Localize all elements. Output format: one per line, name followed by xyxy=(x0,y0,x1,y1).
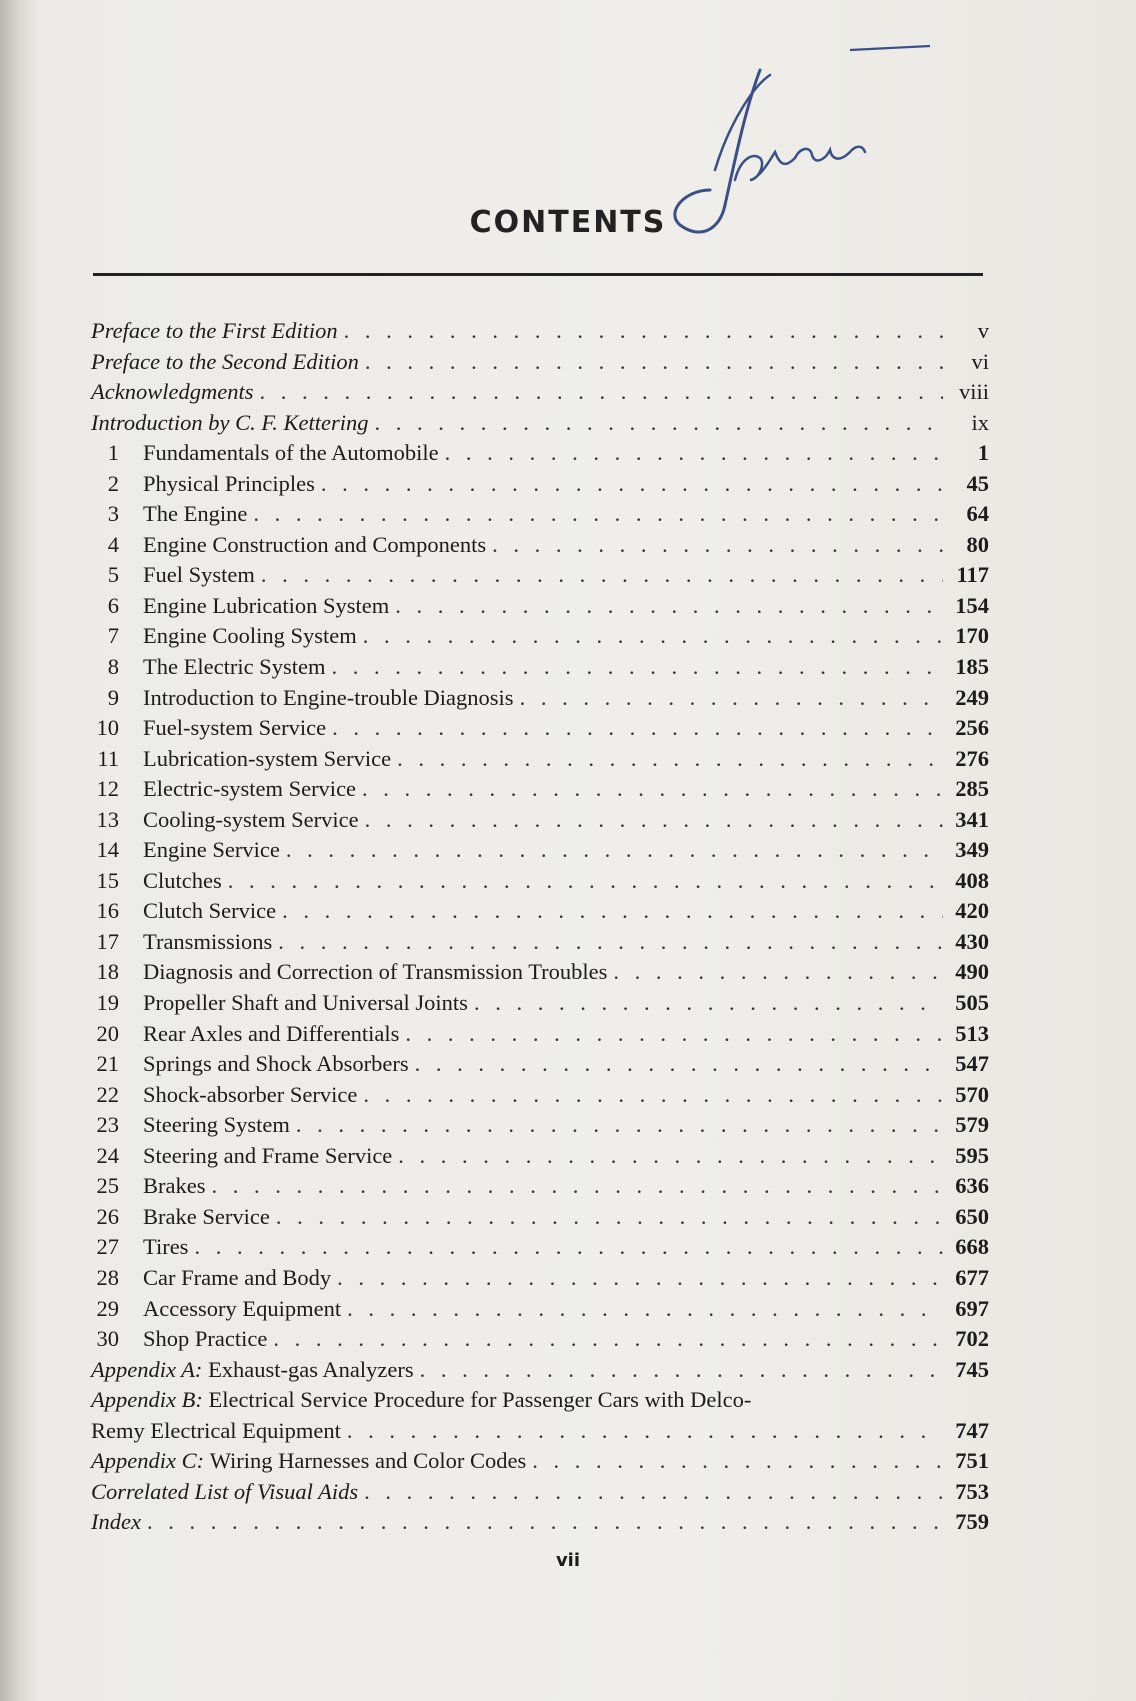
page-title: CONTENTS xyxy=(469,205,667,240)
dot-leader xyxy=(474,988,943,1019)
entry-title: Fundamentals of the Automobile xyxy=(143,440,439,466)
dot-leader xyxy=(276,1202,943,1233)
entry-title: Clutch Service xyxy=(143,898,277,924)
toc-entry-chapter[interactable] xyxy=(91,1049,989,1080)
entry-page: 341 xyxy=(955,806,989,832)
toc-entry-chapter[interactable] xyxy=(91,499,989,530)
entry-page: 80 xyxy=(966,531,989,557)
entry-title: Springs and Shock Absorbers xyxy=(143,1051,409,1077)
entry-page: 285 xyxy=(955,776,989,802)
entry-title: Physical Principles xyxy=(143,470,315,496)
toc-entry-chapter[interactable] xyxy=(91,1202,989,1233)
toc-entry-chapter[interactable] xyxy=(91,1141,989,1172)
entry-page: 64 xyxy=(966,501,989,527)
dot-leader xyxy=(253,499,943,530)
dot-leader xyxy=(228,866,943,897)
toc-entry-chapter[interactable] xyxy=(91,469,989,500)
entry-title: Engine Construction and Components xyxy=(143,531,487,557)
entry-page: 595 xyxy=(955,1142,989,1168)
chapter-number: 4 xyxy=(107,531,119,557)
entry-page: 420 xyxy=(955,898,989,924)
toc-entry-index[interactable] xyxy=(91,1507,989,1538)
dot-leader xyxy=(613,957,943,988)
entry-title: Propeller Shaft and Universal Joints xyxy=(143,990,468,1016)
chapter-number: 10 xyxy=(96,715,119,741)
chapter-number: 12 xyxy=(96,776,119,802)
appendix-label: Appendix B: xyxy=(91,1387,203,1413)
toc-entry-introduction[interactable] xyxy=(91,408,989,439)
chapter-number: 20 xyxy=(96,1020,119,1046)
dot-leader xyxy=(520,683,943,714)
chapter-list xyxy=(91,438,989,1354)
chapter-number: 28 xyxy=(96,1264,119,1290)
entry-page: 579 xyxy=(955,1112,989,1138)
entry-page: 513 xyxy=(955,1020,989,1046)
entry-title: Preface to the Second Edition xyxy=(91,348,359,374)
dot-leader xyxy=(405,1019,943,1050)
entry-title: Diagnosis and Correction of Transmission Troubles xyxy=(143,959,608,985)
chapter-number: 27 xyxy=(96,1234,119,1260)
chapter-number: 6 xyxy=(107,592,119,618)
chapter-number: 19 xyxy=(96,990,119,1016)
entry-title: Introduction by C. F. Kettering xyxy=(91,409,369,435)
entry-page: 170 xyxy=(955,623,989,649)
chapter-number: 16 xyxy=(96,898,119,924)
dot-leader xyxy=(147,1507,943,1538)
toc-entry-preface-first[interactable] xyxy=(91,316,989,347)
dot-leader xyxy=(397,744,943,775)
toc-entry-acknowledgments[interactable] xyxy=(91,377,989,408)
entry-page: 759 xyxy=(955,1509,989,1535)
entry-page: 249 xyxy=(955,684,989,710)
dot-leader xyxy=(363,1080,943,1111)
chapter-number: 26 xyxy=(96,1203,119,1229)
toc-entry-chapter[interactable] xyxy=(91,957,989,988)
entry-title: Engine Lubrication System xyxy=(143,592,390,618)
chapter-number: 8 xyxy=(107,654,119,680)
entry-page: 702 xyxy=(955,1326,989,1352)
entry-page: 745 xyxy=(955,1356,989,1382)
entry-page: 490 xyxy=(955,959,989,985)
toc-entry-chapter[interactable] xyxy=(91,896,989,927)
entry-title: Acknowledgments xyxy=(91,379,254,405)
entry-title: Clutches xyxy=(143,867,222,893)
dot-leader xyxy=(282,896,943,927)
entry-page: 256 xyxy=(955,715,989,741)
chapter-number: 1 xyxy=(107,440,119,466)
entry-title: The Engine xyxy=(143,501,248,527)
entry-title: Cooling-system Service xyxy=(143,806,359,832)
chapter-number: 9 xyxy=(107,684,119,710)
entry-title: The Electric System xyxy=(143,654,326,680)
entry-page: 276 xyxy=(955,745,989,771)
dot-leader xyxy=(273,1324,943,1355)
toc-entry-chapter[interactable] xyxy=(91,591,989,622)
toc-entry-chapter[interactable] xyxy=(91,1080,989,1111)
toc-entry-visual-aids[interactable] xyxy=(91,1477,989,1508)
chapter-number: 5 xyxy=(107,562,119,588)
toc-entry-chapter[interactable] xyxy=(91,1232,989,1263)
dot-leader xyxy=(420,1355,943,1386)
entry-page: v xyxy=(977,318,989,343)
toc-entry-chapter[interactable] xyxy=(91,744,989,775)
dot-leader xyxy=(211,1171,943,1202)
entry-page: 349 xyxy=(955,837,989,863)
chapter-number: 15 xyxy=(96,867,119,893)
toc-entry-chapter[interactable] xyxy=(91,1019,989,1050)
dot-leader xyxy=(347,1294,943,1325)
dot-leader xyxy=(261,560,943,591)
dot-leader xyxy=(395,591,943,622)
entry-page: 570 xyxy=(955,1081,989,1107)
entry-title: Brakes xyxy=(143,1173,206,1199)
dot-leader xyxy=(347,1416,943,1447)
chapter-number: 29 xyxy=(96,1295,119,1321)
toc-entry-chapter[interactable] xyxy=(91,988,989,1019)
entry-page: 185 xyxy=(955,654,989,680)
chapter-number: 11 xyxy=(97,745,119,771)
title-rule xyxy=(93,273,983,276)
toc-entry-chapter[interactable] xyxy=(91,1263,989,1294)
entry-page: 154 xyxy=(955,592,989,618)
toc-entry-chapter[interactable] xyxy=(91,835,989,866)
toc-entry-chapter[interactable] xyxy=(91,1324,989,1355)
entry-page: 751 xyxy=(955,1448,989,1474)
entry-title: Introduction to Engine-trouble Diagnosis xyxy=(143,684,514,710)
chapter-number: 23 xyxy=(96,1112,119,1138)
entry-title: Wiring Harnesses and Color Codes xyxy=(209,1448,527,1474)
dot-leader xyxy=(344,316,943,347)
dot-leader xyxy=(194,1232,943,1263)
toc-entry-chapter[interactable] xyxy=(91,805,989,836)
entry-title: Exhaust-gas Analyzers xyxy=(208,1356,414,1382)
chapter-number: 25 xyxy=(96,1173,119,1199)
toc-entry-chapter[interactable] xyxy=(91,774,989,805)
entry-page: 45 xyxy=(966,470,989,496)
toc-entry-chapter[interactable] xyxy=(91,927,989,958)
dot-leader xyxy=(286,835,943,866)
chapter-number: 30 xyxy=(96,1326,119,1352)
appendix-label: Appendix C: xyxy=(91,1448,205,1474)
entry-title: Tires xyxy=(143,1234,189,1260)
entry-page: 668 xyxy=(955,1234,989,1260)
entry-page: 753 xyxy=(955,1478,989,1504)
entry-title: Lubrication-system Service xyxy=(143,745,392,771)
chapter-number: 24 xyxy=(96,1142,119,1168)
entry-page: 505 xyxy=(955,990,989,1016)
toc-entry-chapter[interactable] xyxy=(91,866,989,897)
table-of-contents xyxy=(91,316,989,1538)
entry-title: Accessory Equipment xyxy=(143,1295,342,1321)
toc-entry-preface-second[interactable] xyxy=(91,347,989,378)
chapter-number: 3 xyxy=(107,501,119,527)
entry-title: Engine Cooling System xyxy=(143,623,357,649)
chapter-number: 7 xyxy=(107,623,119,649)
page-number: vii xyxy=(555,1550,581,1571)
entry-page: 408 xyxy=(955,867,989,893)
entry-title: Electric-system Service xyxy=(143,776,357,802)
entry-title: Steering System xyxy=(143,1112,290,1138)
dot-leader xyxy=(296,1110,943,1141)
entry-title: Rear Axles and Differentials xyxy=(143,1020,400,1046)
entry-title: Shop Practice xyxy=(143,1326,268,1352)
toc-entry-appendix-b-line1[interactable] xyxy=(91,1385,989,1416)
dot-leader xyxy=(492,530,943,561)
entry-page: 747 xyxy=(955,1417,989,1443)
entry-title: Steering and Frame Service xyxy=(143,1142,393,1168)
entry-title-continued: Remy Electrical Equipment xyxy=(91,1417,341,1443)
toc-entry-appendix-a[interactable] xyxy=(91,1355,989,1386)
dot-leader xyxy=(398,1141,943,1172)
dot-leader xyxy=(532,1446,943,1477)
entry-title: Preface to the First Edition xyxy=(91,318,338,343)
entry-title: Engine Service xyxy=(143,837,280,863)
entry-page: vi xyxy=(971,348,989,374)
entry-title: Fuel System xyxy=(143,562,255,588)
toc-entry-appendix-b-line2[interactable] xyxy=(91,1416,989,1447)
entry-title: Brake Service xyxy=(143,1203,270,1229)
toc-entry-appendix-c[interactable] xyxy=(91,1446,989,1477)
entry-title: Electrical Service Procedure for Passenger Cars with Delco- xyxy=(208,1387,752,1413)
toc-entry-chapter[interactable] xyxy=(91,560,989,591)
dot-leader xyxy=(365,347,943,378)
toc-entry-chapter[interactable] xyxy=(91,438,989,469)
chapter-number: 22 xyxy=(96,1081,119,1107)
entry-title: Correlated List of Visual Aids xyxy=(91,1478,359,1504)
entry-title: Car Frame and Body xyxy=(143,1264,332,1290)
dot-leader xyxy=(321,469,943,500)
entry-title: Fuel-system Service xyxy=(143,715,327,741)
toc-entry-chapter[interactable] xyxy=(91,1171,989,1202)
entry-page: 636 xyxy=(955,1173,989,1199)
toc-entry-chapter[interactable] xyxy=(91,652,989,683)
toc-entry-chapter[interactable] xyxy=(91,683,989,714)
toc-entry-chapter[interactable] xyxy=(91,1294,989,1325)
appendix-label: Appendix A: xyxy=(91,1356,203,1382)
chapter-number: 14 xyxy=(96,837,119,863)
entry-page: 117 xyxy=(956,562,989,588)
dot-leader xyxy=(337,1263,943,1294)
dot-leader xyxy=(365,805,943,836)
chapter-number: 18 xyxy=(96,959,119,985)
entry-title: Transmissions xyxy=(143,928,273,954)
dot-leader xyxy=(363,621,943,652)
toc-entry-chapter[interactable] xyxy=(91,530,989,561)
dot-leader xyxy=(332,713,943,744)
entry-page: 650 xyxy=(955,1203,989,1229)
dot-leader xyxy=(364,1477,943,1508)
dot-leader xyxy=(445,438,943,469)
entry-page: 697 xyxy=(955,1295,989,1321)
entry-title: Index xyxy=(91,1509,141,1535)
chapter-number: 2 xyxy=(107,470,119,496)
dot-leader xyxy=(362,774,943,805)
dot-leader xyxy=(278,927,943,958)
toc-entry-chapter[interactable] xyxy=(91,621,989,652)
dot-leader xyxy=(374,408,943,439)
entry-page: 547 xyxy=(955,1051,989,1077)
toc-entry-chapter[interactable] xyxy=(91,713,989,744)
entry-page: 677 xyxy=(955,1264,989,1290)
dot-leader xyxy=(259,377,943,408)
dot-leader xyxy=(331,652,943,683)
chapter-number: 17 xyxy=(96,928,119,954)
dot-leader xyxy=(415,1049,943,1080)
entry-title: Shock-absorber Service xyxy=(143,1081,358,1107)
toc-entry-chapter[interactable] xyxy=(91,1110,989,1141)
entry-page: viii xyxy=(958,379,989,405)
chapter-number: 13 xyxy=(96,806,119,832)
entry-page: 430 xyxy=(955,928,989,954)
entry-page: 1 xyxy=(977,440,989,466)
chapter-number: 21 xyxy=(96,1051,119,1077)
entry-page: ix xyxy=(971,409,989,435)
